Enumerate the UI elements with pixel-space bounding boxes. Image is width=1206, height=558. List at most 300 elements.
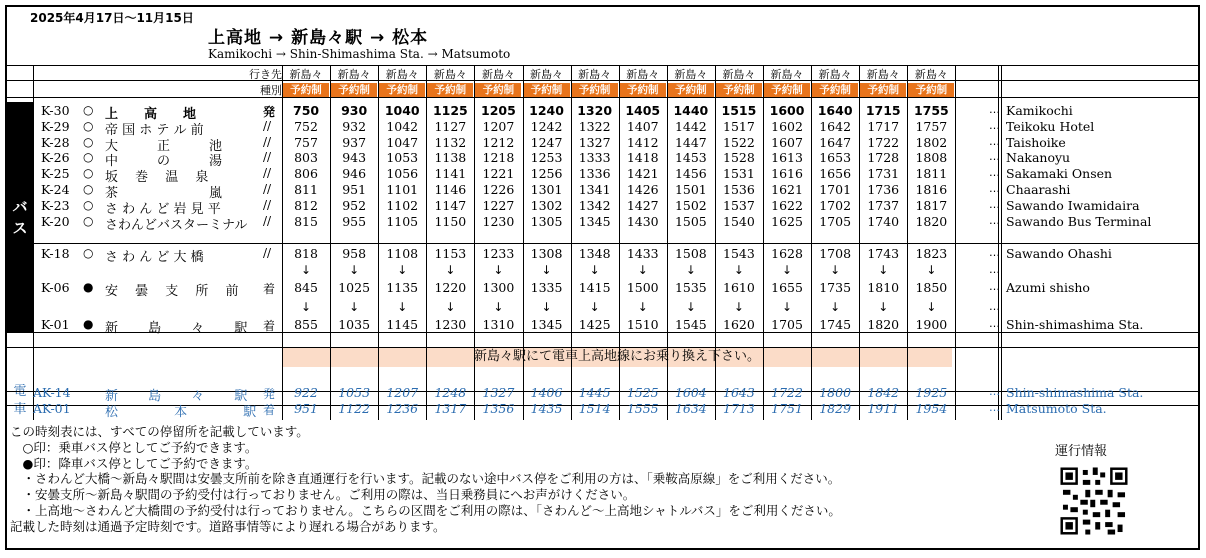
stop-marker: ● <box>83 317 94 331</box>
departure-time: 943 <box>342 150 367 166</box>
stop-kind: // <box>263 118 272 133</box>
arrow-down: ↓ <box>878 300 889 314</box>
departure-time: 1610 <box>723 280 755 295</box>
departure-time: 1510 <box>626 317 659 332</box>
departure-time: 1800 <box>819 385 852 400</box>
departure-time: 1407 <box>626 118 659 134</box>
timetable-body <box>5 65 1200 420</box>
stop-kind: // <box>263 150 272 165</box>
departure-time: 812 <box>294 197 318 213</box>
destination-cell: 新島々 <box>818 68 852 81</box>
qr-code-icon[interactable] <box>1058 465 1130 537</box>
departure-time: 1628 <box>771 246 803 261</box>
departure-time: 1622 <box>771 197 803 213</box>
departure-time: 1108 <box>386 246 419 261</box>
departure-time: 1207 <box>386 385 419 400</box>
departure-time: 1502 <box>674 197 707 213</box>
departure-time: 1333 <box>578 150 611 166</box>
departure-time: 1125 <box>432 103 468 118</box>
departure-time: 1555 <box>626 400 659 416</box>
note-line: ・安曇支所～新島々駅間の予約受付は行っておりません。ご利用の際は、当日乗務員にへお声がけください。 <box>10 487 636 503</box>
departure-time: 1829 <box>819 400 852 416</box>
departure-time: 1435 <box>530 400 563 416</box>
stop-code: K-29 <box>41 118 70 134</box>
stop-name: 新 島 々 駅 <box>105 321 248 336</box>
stop-name: 帝 国 ホ テ ル 前 <box>105 122 204 138</box>
departure-time: 1653 <box>819 150 852 166</box>
departure-time: 1433 <box>626 246 659 261</box>
arrow-down: ↓ <box>733 263 744 277</box>
reservation-badge: 予約制 <box>475 83 521 97</box>
note-line: 記載した時刻は通過予定時刻です。道路事情等により遅れる場合があります。 <box>10 518 446 534</box>
departure-time: 1755 <box>913 103 949 118</box>
departure-time: 1412 <box>626 134 659 150</box>
reservation-badge: 予約制 <box>427 83 473 97</box>
stop-code: K-18 <box>41 246 70 261</box>
departure-time: 1731 <box>867 166 900 182</box>
stop-name-en: Shin-shimashima Sta. <box>1006 317 1144 332</box>
stop-kind: // <box>263 213 272 228</box>
departure-time: 1308 <box>530 246 563 261</box>
dots-leader: … <box>989 246 1000 259</box>
arrow-down: ↓ <box>782 263 793 277</box>
reservation-badge: 予約制 <box>331 83 377 97</box>
departure-time: 1247 <box>530 134 563 150</box>
departure-time: 1655 <box>771 280 803 295</box>
departure-time: 1456 <box>674 166 707 182</box>
departure-time: 1300 <box>482 280 515 295</box>
departure-time: 1105 <box>386 213 419 229</box>
arrow-down: ↓ <box>445 300 456 314</box>
departure-time: 951 <box>294 400 318 416</box>
departure-time: 1900 <box>915 317 948 332</box>
stop-kind: 着 <box>263 319 276 333</box>
destination-cell: 新島々 <box>770 68 804 81</box>
arrow-down: ↓ <box>349 300 360 314</box>
stop-code: K-24 <box>41 182 70 197</box>
departure-time: 1356 <box>482 400 515 416</box>
departure-time: 1342 <box>578 197 611 213</box>
departure-time: 750 <box>293 103 320 118</box>
reservation-badge: 予約制 <box>620 83 666 97</box>
note-line: ○印：乗車バス停としてご予約できます。 <box>10 439 258 455</box>
stop-marker: ○ <box>83 246 94 260</box>
departure-time: 1647 <box>819 134 852 150</box>
departure-time: 1341 <box>578 182 611 197</box>
stop-marker: ○ <box>83 213 94 228</box>
stop-kind: 発 <box>263 387 276 401</box>
dots-leader: … <box>989 134 1000 148</box>
arrow-down: ↓ <box>589 263 600 277</box>
departure-time: 1335 <box>530 280 563 295</box>
stop-marker: ○ <box>83 118 94 133</box>
stop-kind: 着 <box>263 282 276 296</box>
departure-time: 1405 <box>625 103 661 118</box>
departure-time: 1808 <box>915 150 948 166</box>
destination-cell: 新島々 <box>481 68 515 81</box>
arrow-down: ↓ <box>589 300 600 314</box>
dots-leader: … <box>989 197 1000 211</box>
stop-marker: ○ <box>83 150 94 165</box>
departure-time: 1602 <box>771 118 803 134</box>
stop-name-en: Sawando Bus Terminal <box>1006 213 1152 229</box>
departure-time: 1954 <box>915 400 948 416</box>
stop-name-en: Sawando Ohashi <box>1006 246 1112 261</box>
arrow-down: ↓ <box>541 263 552 277</box>
destination-cell: 新島々 <box>914 68 948 81</box>
departure-time: 1842 <box>867 385 900 400</box>
stop-name-en: Azumi shisho <box>1006 280 1090 295</box>
stop-name: 大 正 池 <box>105 138 223 154</box>
arrow-down: ↓ <box>349 263 360 277</box>
departure-time: 1138 <box>434 150 467 166</box>
reservation-badge: 予約制 <box>379 83 425 97</box>
departure-time: 1701 <box>819 182 852 197</box>
departure-time: 1613 <box>771 150 803 166</box>
departure-time: 1025 <box>338 280 371 295</box>
departure-time: 1220 <box>434 280 467 295</box>
stop-name: さ わ ん ど 大 橋 <box>105 250 204 265</box>
arrow-down: ↓ <box>926 300 937 314</box>
destination-cell: 新島々 <box>530 68 564 81</box>
service-period: 2025年4月17日～11月15日 <box>30 11 194 25</box>
departure-time: 1406 <box>530 385 563 400</box>
stop-marker: ○ <box>83 166 94 181</box>
departure-time: 1147 <box>434 197 467 213</box>
departure-time: 1132 <box>434 134 467 150</box>
arrow-down: ↓ <box>830 263 841 277</box>
departure-time: 757 <box>294 134 318 150</box>
departure-time: 811 <box>294 182 318 197</box>
stop-kind: // <box>263 197 272 212</box>
departure-time: 1816 <box>915 182 948 197</box>
train-label-char: 電 <box>13 384 27 399</box>
dots-leader: … <box>989 300 1000 313</box>
departure-time: 1517 <box>723 118 755 134</box>
departure-time: 1737 <box>867 197 900 213</box>
stop-name: 坂 巻 温 泉 <box>105 170 209 186</box>
stop-name-en: Sawando Iwamidaira <box>1006 197 1140 213</box>
departure-time: 1327 <box>578 134 611 150</box>
notes <box>10 424 841 535</box>
stop-code: AK-01 <box>33 400 71 416</box>
departure-time: 1500 <box>626 280 659 295</box>
departure-time: 1053 <box>338 385 371 400</box>
dots-leader: … <box>989 182 1000 195</box>
departure-time: 1317 <box>434 400 467 416</box>
arrow-down: ↓ <box>637 300 648 314</box>
stop-code: K-23 <box>41 197 70 213</box>
departure-time: 1505 <box>674 213 707 229</box>
stop-kind: 発 <box>263 105 276 119</box>
departure-time: 1802 <box>915 134 948 150</box>
dots-leader: … <box>989 118 1000 132</box>
departure-time: 1336 <box>578 166 611 182</box>
departure-time: 1415 <box>578 280 611 295</box>
departure-time: 1127 <box>434 118 467 134</box>
departure-time: 1525 <box>626 385 659 400</box>
departure-time: 1230 <box>482 213 515 229</box>
stop-kind: // <box>263 134 272 149</box>
stop-name: 安 曇 支 所 前 <box>105 284 239 299</box>
reservation-badge: 予約制 <box>860 83 906 97</box>
departure-time: 1501 <box>674 182 707 197</box>
stop-name: さわんどバスターミナル <box>105 217 248 233</box>
departure-time: 1445 <box>578 385 611 400</box>
departure-time: 1508 <box>674 246 707 261</box>
departure-time: 1604 <box>674 385 707 400</box>
departure-time: 1745 <box>819 317 852 332</box>
departure-time: 1302 <box>530 197 563 213</box>
departure-time: 1514 <box>578 400 611 416</box>
departure-time: 1322 <box>578 118 611 134</box>
arrow-down: ↓ <box>830 300 841 314</box>
stop-code: K-20 <box>41 213 70 229</box>
reservation-badge: 予約制 <box>716 83 762 97</box>
stop-code: K-28 <box>41 134 70 150</box>
stop-kind: 着 <box>263 402 276 417</box>
arrow-down: ↓ <box>733 300 744 314</box>
stop-code: K-25 <box>41 166 70 182</box>
departure-time: 1440 <box>673 103 709 118</box>
stop-marker: ○ <box>83 103 94 117</box>
departure-time: 1715 <box>865 103 901 118</box>
stop-name: さ わ ん ど 岩 見 平 <box>105 201 221 217</box>
departure-time: 1536 <box>723 182 755 197</box>
departure-time: 1212 <box>482 134 515 150</box>
departure-time: 1035 <box>338 317 371 332</box>
departure-time: 1621 <box>771 182 803 197</box>
stop-marker: ○ <box>83 134 94 149</box>
departure-time: 1515 <box>721 103 757 118</box>
departure-time: 1301 <box>530 182 563 197</box>
departure-time: 806 <box>294 166 318 182</box>
departure-time: 1705 <box>819 213 852 229</box>
arrow-down: ↓ <box>301 263 312 277</box>
departure-time: 1053 <box>386 150 419 166</box>
bus-label-char: バ <box>12 198 28 216</box>
departure-time: 815 <box>294 213 318 229</box>
departure-time: 1810 <box>867 280 900 295</box>
stop-name: 茶 嵐 <box>105 186 223 201</box>
stop-marker: ○ <box>83 182 94 196</box>
reservation-badge: 予約制 <box>668 83 714 97</box>
dots-leader: … <box>989 103 1000 116</box>
departure-time: 1305 <box>530 213 563 229</box>
arrow-down: ↓ <box>685 300 696 314</box>
stop-name-en: Taishoike <box>1006 134 1066 150</box>
stop-name-en: Sakamaki Onsen <box>1006 166 1113 182</box>
departure-time: 1640 <box>817 103 853 118</box>
departure-time: 1600 <box>769 103 805 118</box>
departure-time: 1418 <box>626 150 659 166</box>
departure-time: 1751 <box>771 400 803 416</box>
departure-time: 1817 <box>915 197 948 213</box>
note-line: ●印：降車バス停としてご予約できます。 <box>10 455 258 471</box>
departure-time: 1820 <box>915 213 948 229</box>
departure-time: 955 <box>342 213 367 229</box>
departure-time: 1426 <box>626 182 659 197</box>
destination-cell: 新島々 <box>578 68 612 81</box>
departure-time: 855 <box>294 317 318 332</box>
departure-time: 1122 <box>338 400 371 416</box>
departure-time: 1531 <box>723 166 755 182</box>
departure-time: 1453 <box>674 150 707 166</box>
arrow-down: ↓ <box>397 300 408 314</box>
departure-time: 1705 <box>771 317 803 332</box>
destination-cell: 新島々 <box>385 68 419 81</box>
departure-time: 1620 <box>723 317 755 332</box>
note-line: ・上高地～さわんど大橋間の予約受付は行っておりません。こちらの区間をご利用の際は、「さわんど～上高地シャトルバス」をご利用ください。 <box>10 502 841 518</box>
departure-time: 1345 <box>530 317 563 332</box>
departure-time: 1141 <box>434 166 467 182</box>
departure-time: 1717 <box>867 118 900 134</box>
stop-kind: // <box>263 166 272 181</box>
departure-time: 1327 <box>482 385 515 400</box>
departure-time: 1811 <box>915 166 948 182</box>
departure-time: 1757 <box>915 118 948 134</box>
dots-leader: … <box>989 150 1000 164</box>
departure-time: 1528 <box>723 150 755 166</box>
arrow-down: ↓ <box>637 263 648 277</box>
type-label: 種別 <box>260 84 282 97</box>
departure-time: 1634 <box>674 400 707 416</box>
transfer-notice: 新島々駅にて電車上高地線にお乗り換え下さい。 <box>282 347 952 367</box>
departure-time: 937 <box>342 134 367 150</box>
arrow-down: ↓ <box>301 300 312 314</box>
departure-time: 1925 <box>915 385 948 400</box>
departure-time: 1102 <box>386 197 419 213</box>
stop-name-en: Chaarashi <box>1006 182 1071 197</box>
departure-time: 1153 <box>434 246 467 261</box>
stop-name-en: Matsumoto Sta. <box>1006 400 1107 416</box>
arrow-down: ↓ <box>397 263 408 277</box>
departure-time: 951 <box>342 182 367 197</box>
reservation-badge: 予約制 <box>283 83 329 97</box>
departure-time: 1522 <box>723 134 755 150</box>
stop-kind: // <box>263 182 272 196</box>
row-divider <box>5 97 1200 98</box>
arrow-down: ↓ <box>685 263 696 277</box>
destination-cell: 新島々 <box>337 68 371 81</box>
stop-marker: ● <box>83 280 94 294</box>
departure-time: 1545 <box>674 317 707 332</box>
reservation-badge: 予約制 <box>812 83 858 97</box>
stop-name-en: Nakanoyu <box>1006 150 1071 166</box>
route-title-jp: 上高地 → 新島々駅 → 松本 <box>208 28 429 48</box>
departure-time: 1722 <box>771 385 803 400</box>
destination-label: 行き先 <box>249 68 282 81</box>
departure-time: 845 <box>294 280 318 295</box>
bus-label-char: ス <box>12 219 28 237</box>
departure-time: 1743 <box>867 246 900 261</box>
stop-code: K-30 <box>41 103 70 118</box>
departure-time: 1656 <box>819 166 852 182</box>
departure-time: 1242 <box>530 118 563 134</box>
departure-time: 803 <box>294 150 318 166</box>
arrow-down: ↓ <box>878 263 889 277</box>
departure-time: 1230 <box>434 317 467 332</box>
departure-time: 1427 <box>626 197 659 213</box>
departure-time: 1713 <box>723 400 755 416</box>
stop-code: AK-14 <box>33 385 71 400</box>
departure-time: 1320 <box>577 103 613 118</box>
departure-time: 1430 <box>626 213 659 229</box>
dots-leader: … <box>989 166 1000 180</box>
arrow-down: ↓ <box>926 263 937 277</box>
note-line: この時刻表には、すべての停留所を記載しています。 <box>10 424 309 439</box>
departure-time: 1735 <box>819 280 852 295</box>
dots-leader: … <box>989 385 1000 398</box>
destination-cell: 新島々 <box>722 68 756 81</box>
departure-time: 1708 <box>819 246 852 261</box>
departure-time: 1233 <box>482 246 515 261</box>
departure-time: 1850 <box>915 280 948 295</box>
departure-time: 1728 <box>867 150 900 166</box>
departure-time: 1740 <box>867 213 900 229</box>
stop-code: K-26 <box>41 150 70 166</box>
destination-cell: 新島々 <box>866 68 900 81</box>
destination-cell: 新島々 <box>626 68 660 81</box>
departure-time: 1218 <box>482 150 515 166</box>
departure-time: 1042 <box>386 118 419 134</box>
dots-leader: … <box>989 213 1000 227</box>
departure-time: 1248 <box>434 385 467 400</box>
departure-time: 1535 <box>674 280 707 295</box>
departure-time: 1537 <box>723 197 755 213</box>
departure-time: 1607 <box>771 134 803 150</box>
departure-time: 1240 <box>529 103 564 118</box>
departure-time: 1146 <box>434 182 467 197</box>
departure-time: 1643 <box>723 385 755 400</box>
departure-time: 1056 <box>386 166 419 182</box>
stop-name: 松 本 駅 <box>105 404 257 420</box>
departure-time: 1101 <box>386 182 419 197</box>
departure-time: 1911 <box>867 400 900 416</box>
departure-time: 1205 <box>481 103 516 118</box>
departure-time: 922 <box>294 385 318 400</box>
departure-time: 1543 <box>723 246 755 261</box>
arrow-down: ↓ <box>493 300 504 314</box>
departure-time: 1823 <box>915 246 948 261</box>
departure-time: 1227 <box>482 197 515 213</box>
row-divider <box>5 243 1200 244</box>
departure-time: 1145 <box>386 317 419 332</box>
departure-time: 1722 <box>867 134 900 150</box>
departure-time: 1310 <box>482 317 515 332</box>
reservation-badge: 予約制 <box>764 83 810 97</box>
departure-time: 1736 <box>867 182 900 197</box>
departure-time: 752 <box>294 118 318 134</box>
departure-time: 1221 <box>482 166 515 182</box>
stop-code: K-06 <box>41 280 70 295</box>
service-info-label: 運行情報 <box>1055 444 1108 459</box>
departure-time: 1040 <box>384 103 420 118</box>
dots-leader: … <box>989 280 1000 293</box>
destination-cell: 新島々 <box>674 68 708 81</box>
departure-time: 946 <box>342 166 367 182</box>
departure-time: 818 <box>294 246 318 261</box>
stop-code: K-01 <box>41 317 70 332</box>
stop-name-en: Teikoku Hotel <box>1006 118 1095 134</box>
reservation-badge: 予約制 <box>572 83 618 97</box>
departure-time: 1150 <box>434 213 467 229</box>
arrow-down: ↓ <box>493 263 504 277</box>
stop-name: 新 島 々 駅 <box>105 389 248 404</box>
row-divider <box>5 347 1200 348</box>
route-title-en: Kamikochi → Shin-Shimashima Sta. → Matsumoto <box>208 47 511 61</box>
departure-time: 1625 <box>771 213 803 229</box>
